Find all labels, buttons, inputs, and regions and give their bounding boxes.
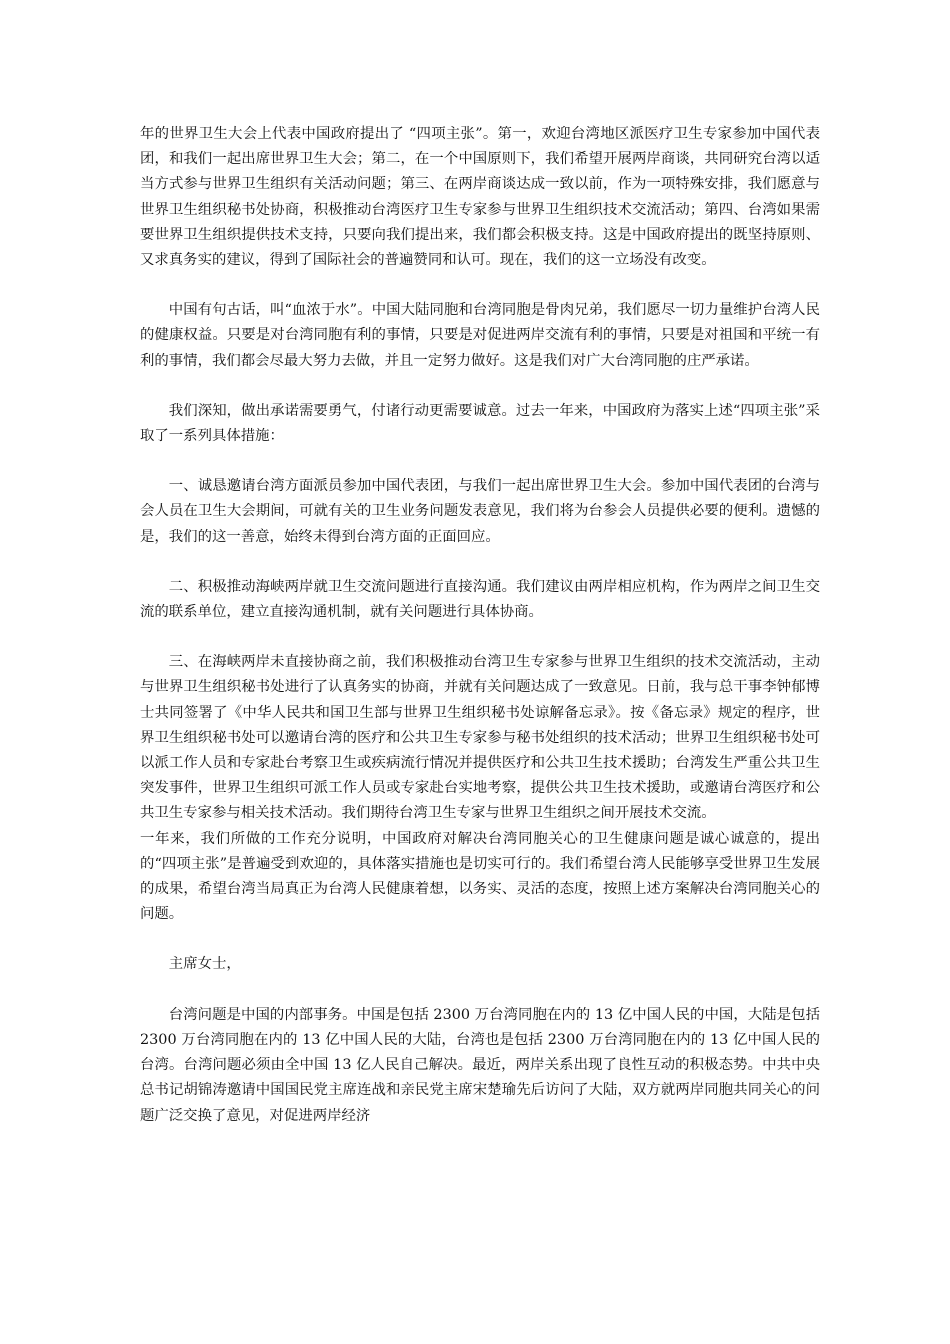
paragraph-internal-affairs: 台湾问题是中国的内部事务。中国是包括 2300 万台湾同胞在内的 13 亿中国人民的中国，大陆是包括 2300 万台湾同胞在内的 13 亿中国人民的大陆，台湾也是包括 2300 万台湾同胞在内的 13 亿中国人民的台湾。台湾问题必须由全中国 13 亿人民自己解决。最近，两岸关系出现了良性互动的积极态势。中共中央总书记胡锦涛邀请中国国民党主席连战和亲民党主席宋楚瑜先后访问了大陆，双方就两岸同胞共同关心的问题广泛交换了意见，对促进两岸经济 — [140, 1006, 820, 1124]
paragraph-salutation: 主席女士， — [168, 956, 241, 973]
paragraph-blood-thicker-than-water: 中国有句古话，叫“血浓于水”。中国大陆同胞和台湾同胞是骨肉兄弟，我们愿尽一切力量维护台湾人民的健康权益。只要是对台湾同胞有利的事情，只要是对促进两岸交流有利的事情，只要是对祖国和平统一有利的事情，我们都会尽最大努力去做，并且一定努力做好。这是我们对广大台湾同胞的庄严承诺。 — [140, 302, 820, 369]
paragraph-commitment-measures: 我们深知，做出承诺需要勇气，付诸行动更需要诚意。过去一年来，中国政府为落实上述“四项主张”采取了一系列具体措施： — [140, 402, 820, 445]
paragraph-measure-two: 二、积极推动海峡两岸就卫生交流问题进行直接沟通。我们建议由两岸相应机构，作为两岸之间卫生交流的联系单位，建立直接沟通机制，就有关问题进行具体协商。 — [140, 578, 820, 621]
paragraph-summary: 一年来，我们所做的工作充分说明，中国政府对解决台湾同胞关心的卫生健康问题是诚心诚意的，提出的“四项主张”是普遍受到欢迎的，具体落实措施也是切实可行的。我们希望台湾人民能够享受世界卫生发展的成果，希望台湾当局真正为台湾人民健康着想，以务实、灵活的态度，按照上述方案解决台湾同胞关心的问题。 — [140, 830, 820, 923]
paragraph-measure-three: 三、在海峡两岸未直接协商之前，我们积极推动台湾卫生专家参与世界卫生组织的技术交流活动，主动与世界卫生组织秘书处进行了认真务实的协商，并就有关问题达成了一致意见。日前，我与总干事李钟郁博士共同签署了《中华人民共和国卫生部与世界卫生组织秘书处谅解备忘录》。按《备忘录》规定的程序，世界卫生组织秘书处可以邀请台湾的医疗和公共卫生专家参与秘书处组织的技术活动；世界卫生组织秘书处可以派工作人员和专家赴台考察卫生或疾病流行情况并提供医疗和公共卫生技术援助；台湾发生严重公共卫生突发事件，世界卫生组织可派工作人员或专家赴台实地考察，提供公共卫生技术援助，或邀请台湾医疗和公共卫生专家参与相关技术活动。我们期待台湾卫生专家与世界卫生组织之间开展技术交流。 — [140, 654, 820, 822]
paragraph-measure-one: 一、诚恳邀请台湾方面派员参加中国代表团，与我们一起出席世界卫生大会。参加中国代表团的台湾与会人员在卫生大会期间，可就有关的卫生业务问题发表意见，我们将为台参会人员提供必要的便利。遗憾的是，我们的这一善意，始终未得到台湾方面的正面回应。 — [140, 478, 820, 545]
paragraph-four-proposals: 年的世界卫生大会上代表中国政府提出了 “四项主张”。第一，欢迎台湾地区派医疗卫生专家参加中国代表团，和我们一起出席世界卫生大会；第二，在一个中国原则下，我们希望开展两岸商谈，共同研究台湾以适当方式参与世界卫生组织有关活动问题；第三、在两岸商谈达成一致以前，作为一项特殊安排，我们愿意与世界卫生组织秘书处协商，积极推动台湾医疗卫生专家参与世界卫生组织技术交流活动；第四、台湾如果需要世界卫生组织提供技术支持，只要向我们提出来，我们都会积极支持。这是中国政府提出的既坚持原则、又求真务实的建议，得到了国际社会的普遍赞同和认可。现在，我们的这一立场没有改变。 — [140, 126, 820, 269]
document-body — [140, 122, 820, 1129]
